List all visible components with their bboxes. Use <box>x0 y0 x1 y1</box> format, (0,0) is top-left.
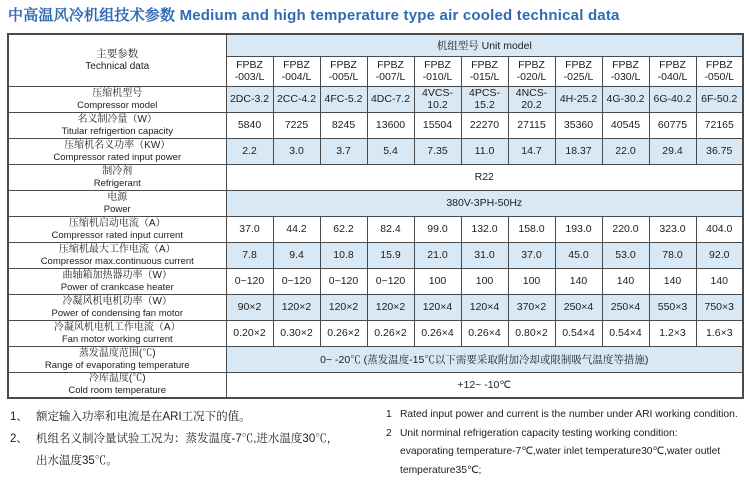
cell-value: 72165 <box>696 112 743 138</box>
row-label-zh: 压缩机启动电流（A） <box>68 217 166 229</box>
table-body <box>8 86 743 398</box>
row-span-value: 0~ -20℃ (蒸发温度-15℃以下需要采取附加冷却或限制吸气温度等措施) <box>226 346 743 372</box>
cell-value: 4PCS-15.2 <box>461 86 508 112</box>
cell-value: 11.0 <box>461 138 508 164</box>
cell-value: 0~120 <box>273 268 320 294</box>
table-row <box>8 86 743 112</box>
cell-value: 45.0 <box>555 242 602 268</box>
model-name-line1: FPBZ <box>518 58 545 71</box>
cell-value: 132.0 <box>461 216 508 242</box>
row-label-en: Cold room temperature <box>68 385 167 397</box>
cell-value: 120×4 <box>414 294 461 320</box>
cell-value: 31.0 <box>461 242 508 268</box>
cell-value: 1.2×3 <box>649 320 696 346</box>
cell-value: 158.0 <box>508 216 555 242</box>
row-label-en: Power <box>103 203 131 215</box>
cell-value: 44.2 <box>273 216 320 242</box>
cell-value: 120×2 <box>367 294 414 320</box>
row-label-en: Compressor rated input current <box>51 229 183 241</box>
footnote-item <box>10 406 378 428</box>
model-name-line1: FPBZ <box>236 58 263 71</box>
cell-value: 5840 <box>226 112 273 138</box>
cell-value: 2.2 <box>226 138 273 164</box>
row-label-cell <box>8 190 226 216</box>
model-header-cell <box>696 56 743 86</box>
row-label-en: Compressor model <box>77 99 158 111</box>
model-name-line2: -004/L <box>281 71 312 83</box>
cell-value: 0.54×4 <box>555 320 602 346</box>
footnote-line: temperature35℃; <box>400 464 482 476</box>
model-name-line1: FPBZ <box>283 58 310 71</box>
row-label-cell <box>8 268 226 294</box>
row-label-zh: 冷库温度(℃) <box>88 373 146 385</box>
cell-value: 140 <box>696 268 743 294</box>
cell-value: 4VCS-10.2 <box>414 86 461 112</box>
cell-value: 22.0 <box>602 138 649 164</box>
model-name-line1: FPBZ <box>377 58 404 71</box>
cell-value: 3.7 <box>320 138 367 164</box>
cell-value: 37.0 <box>226 216 273 242</box>
row-label-en: Range of evaporating temperature <box>44 359 190 371</box>
table-row <box>8 164 743 190</box>
row-label-cell <box>8 216 226 242</box>
row-label-zh: 蒸发温度范围(℃) <box>78 347 156 359</box>
table-row <box>8 190 743 216</box>
cell-value: 3.0 <box>273 138 320 164</box>
footnotes-english <box>386 406 742 480</box>
footnote-number: 2 <box>386 427 392 439</box>
cell-value: 2CC-4.2 <box>273 86 320 112</box>
cell-value: 140 <box>649 268 696 294</box>
param-header-zh: 主要参数 <box>96 47 139 60</box>
model-name-line1: FPBZ <box>424 58 451 71</box>
row-label-zh: 制冷剂 <box>102 165 133 177</box>
row-label-en: Refrigerant <box>93 177 141 189</box>
model-header-cell <box>602 56 649 86</box>
cell-value: 100 <box>414 268 461 294</box>
cell-value: 37.0 <box>508 242 555 268</box>
model-header-cell <box>273 56 320 86</box>
cell-value: 90×2 <box>226 294 273 320</box>
row-label-zh: 名义制冷量（W） <box>77 113 157 125</box>
row-label-zh: 电源 <box>107 191 128 203</box>
cell-value: 120×4 <box>461 294 508 320</box>
row-label-zh: 冷凝风机电机功率（W） <box>62 295 172 307</box>
cell-value: 1.6×3 <box>696 320 743 346</box>
model-header-cell <box>508 56 555 86</box>
footnotes-chinese <box>10 406 378 480</box>
model-name-line1: FPBZ <box>612 58 639 71</box>
cell-value: 0~120 <box>367 268 414 294</box>
row-label-zh: 压缩机最大工作电流（A） <box>58 243 176 255</box>
table-row <box>8 112 743 138</box>
footnote-line: Rated input power and current is the number under ARI working condition. <box>400 409 738 420</box>
cell-value: 4NCS-20.2 <box>508 86 555 112</box>
cell-value: 15.9 <box>367 242 414 268</box>
row-label-cell <box>8 320 226 346</box>
cell-value: 0.26×4 <box>461 320 508 346</box>
model-header-cell <box>226 56 273 86</box>
row-label-cell <box>8 164 226 190</box>
cell-value: 0~120 <box>226 268 273 294</box>
table-row <box>8 242 743 268</box>
cell-value: 140 <box>602 268 649 294</box>
model-name-line1: FPBZ <box>565 58 592 71</box>
cell-value: 36.75 <box>696 138 743 164</box>
table-row <box>8 294 743 320</box>
cell-value: 8245 <box>320 112 367 138</box>
cell-value: 35360 <box>555 112 602 138</box>
cell-value: 250×4 <box>602 294 649 320</box>
cell-value: 5.4 <box>367 138 414 164</box>
cell-value: 404.0 <box>696 216 743 242</box>
cell-value: 0.80×2 <box>508 320 555 346</box>
footnote-item <box>386 406 742 425</box>
footnote-number: 1 <box>386 409 392 420</box>
cell-value: 14.7 <box>508 138 555 164</box>
row-span-value: R22 <box>226 164 743 190</box>
cell-value: 62.2 <box>320 216 367 242</box>
table-row <box>8 320 743 346</box>
model-name-line2: -010/L <box>422 71 453 83</box>
row-label-en: Power of crankcase heater <box>60 281 174 293</box>
row-label-en: Power of condensing fan motor <box>51 307 183 319</box>
row-span-value: 380V-3PH-50Hz <box>226 190 743 216</box>
cell-value: 15504 <box>414 112 461 138</box>
cell-value: 250×4 <box>555 294 602 320</box>
model-name-line2: -003/L <box>234 71 265 83</box>
cell-value: 2DC-3.2 <box>226 86 273 112</box>
cell-value: 0.30×2 <box>273 320 320 346</box>
model-header-cell <box>414 56 461 86</box>
cell-value: 6G-40.2 <box>649 86 696 112</box>
table-row <box>8 216 743 242</box>
model-name-line2: -025/L <box>563 71 594 83</box>
model-header-cell <box>367 56 414 86</box>
model-header-cell <box>649 56 696 86</box>
model-header-cell <box>461 56 508 86</box>
row-span-value: +12~ -10℃ <box>226 372 743 398</box>
cell-value: 78.0 <box>649 242 696 268</box>
cell-value: 53.0 <box>602 242 649 268</box>
table-row <box>8 268 743 294</box>
header-row-unit-model <box>8 34 743 56</box>
footnote-item <box>10 428 378 472</box>
cell-value: 193.0 <box>555 216 602 242</box>
cell-value: 40545 <box>602 112 649 138</box>
cell-value: 29.4 <box>649 138 696 164</box>
model-name-line1: FPBZ <box>471 58 498 71</box>
model-header-cell <box>320 56 367 86</box>
cell-value: 4DC-7.2 <box>367 86 414 112</box>
model-name-line2: -050/L <box>704 71 735 83</box>
row-label-zh: 压缩机型号 <box>92 87 143 99</box>
table-row <box>8 138 743 164</box>
row-label-cell <box>8 242 226 268</box>
cell-value: 6F-50.2 <box>696 86 743 112</box>
cell-value: 750×3 <box>696 294 743 320</box>
cell-value: 4H-25.2 <box>555 86 602 112</box>
row-label-cell <box>8 294 226 320</box>
model-name-line1: FPBZ <box>659 58 686 71</box>
cell-value: 323.0 <box>649 216 696 242</box>
page-title: 中高温风冷机组技术参数 Medium and high temperature type air cooled technical data <box>8 7 620 24</box>
cell-value: 0.54×4 <box>602 320 649 346</box>
model-name-line1: FPBZ <box>330 58 357 71</box>
cell-value: 100 <box>461 268 508 294</box>
cell-value: 82.4 <box>367 216 414 242</box>
row-label-cell <box>8 138 226 164</box>
cell-value: 120×2 <box>320 294 367 320</box>
cell-value: 4G-30.2 <box>602 86 649 112</box>
row-label-cell <box>8 86 226 112</box>
cell-value: 18.37 <box>555 138 602 164</box>
model-name-line2: -005/L <box>328 71 359 83</box>
cell-value: 0.20×2 <box>226 320 273 346</box>
model-name-line2: -015/L <box>469 71 500 83</box>
cell-value: 99.0 <box>414 216 461 242</box>
row-label-zh: 曲轴箱加热器功率（W） <box>62 269 172 281</box>
footnote-line: 额定输入功率和电流是在ARI工况下的值。 <box>36 411 251 423</box>
cell-value: 220.0 <box>602 216 649 242</box>
cell-value: 27115 <box>508 112 555 138</box>
row-label-cell <box>8 372 226 398</box>
cell-value: 0.26×4 <box>414 320 461 346</box>
model-name-line2: -007/L <box>375 71 406 83</box>
row-label-cell <box>8 112 226 138</box>
cell-value: 0~120 <box>320 268 367 294</box>
model-header-cell <box>555 56 602 86</box>
cell-value: 140 <box>555 268 602 294</box>
cell-value: 100 <box>508 268 555 294</box>
footnotes <box>10 406 742 480</box>
footnote-line: 出水温度35℃。 <box>36 455 118 467</box>
cell-value: 21.0 <box>414 242 461 268</box>
model-name-line1: FPBZ <box>705 58 733 71</box>
table-row <box>8 372 743 398</box>
footnote-number: 2、 <box>10 433 28 445</box>
footnote-number: 1、 <box>10 411 28 423</box>
unit-model-header-cell: 机组型号 Unit model <box>226 34 743 56</box>
param-header-cell <box>8 34 226 86</box>
cell-value: 370×2 <box>508 294 555 320</box>
row-label-zh: 冷凝风机电机工作电流（A） <box>53 321 181 333</box>
cell-value: 9.4 <box>273 242 320 268</box>
cell-value: 0.26×2 <box>320 320 367 346</box>
cell-value: 92.0 <box>696 242 743 268</box>
row-label-en: Compressor rated input power <box>53 151 182 163</box>
model-name-line2: -030/L <box>610 71 641 83</box>
footnote-line: evaporating temperature-7℃,water inlet temperature30℃,water outlet <box>400 446 721 457</box>
model-name-line2: -040/L <box>657 71 688 83</box>
cell-value: 550×3 <box>649 294 696 320</box>
cell-value: 7225 <box>273 112 320 138</box>
cell-value: 60775 <box>649 112 696 138</box>
cell-value: 7.8 <box>226 242 273 268</box>
cell-value: 7.35 <box>414 138 461 164</box>
cell-value: 0.26×2 <box>367 320 414 346</box>
technical-data-table <box>7 33 744 399</box>
cell-value: 4FC-5.2 <box>320 86 367 112</box>
row-label-en: Compressor max.continuous current <box>40 255 194 267</box>
row-label-en: Fan motor working current <box>61 333 173 345</box>
row-label-en: Titular refrigertion capacity <box>61 125 174 137</box>
param-header-en: Technical data <box>85 60 150 72</box>
row-label-cell <box>8 346 226 372</box>
row-label-zh: 压缩机名义功率（KW） <box>64 139 171 151</box>
footnote-item <box>386 425 742 480</box>
model-name-line2: -020/L <box>516 71 547 83</box>
table-row <box>8 346 743 372</box>
cell-value: 22270 <box>461 112 508 138</box>
footnote-line: Unit norminal refrigeration capacity testing working condition: <box>400 427 678 439</box>
cell-value: 120×2 <box>273 294 320 320</box>
footnote-line: 机组名义制冷量试验工况为：蒸发温度-7℃,进水温度30℃， <box>36 433 339 445</box>
cell-value: 13600 <box>367 112 414 138</box>
cell-value: 10.8 <box>320 242 367 268</box>
